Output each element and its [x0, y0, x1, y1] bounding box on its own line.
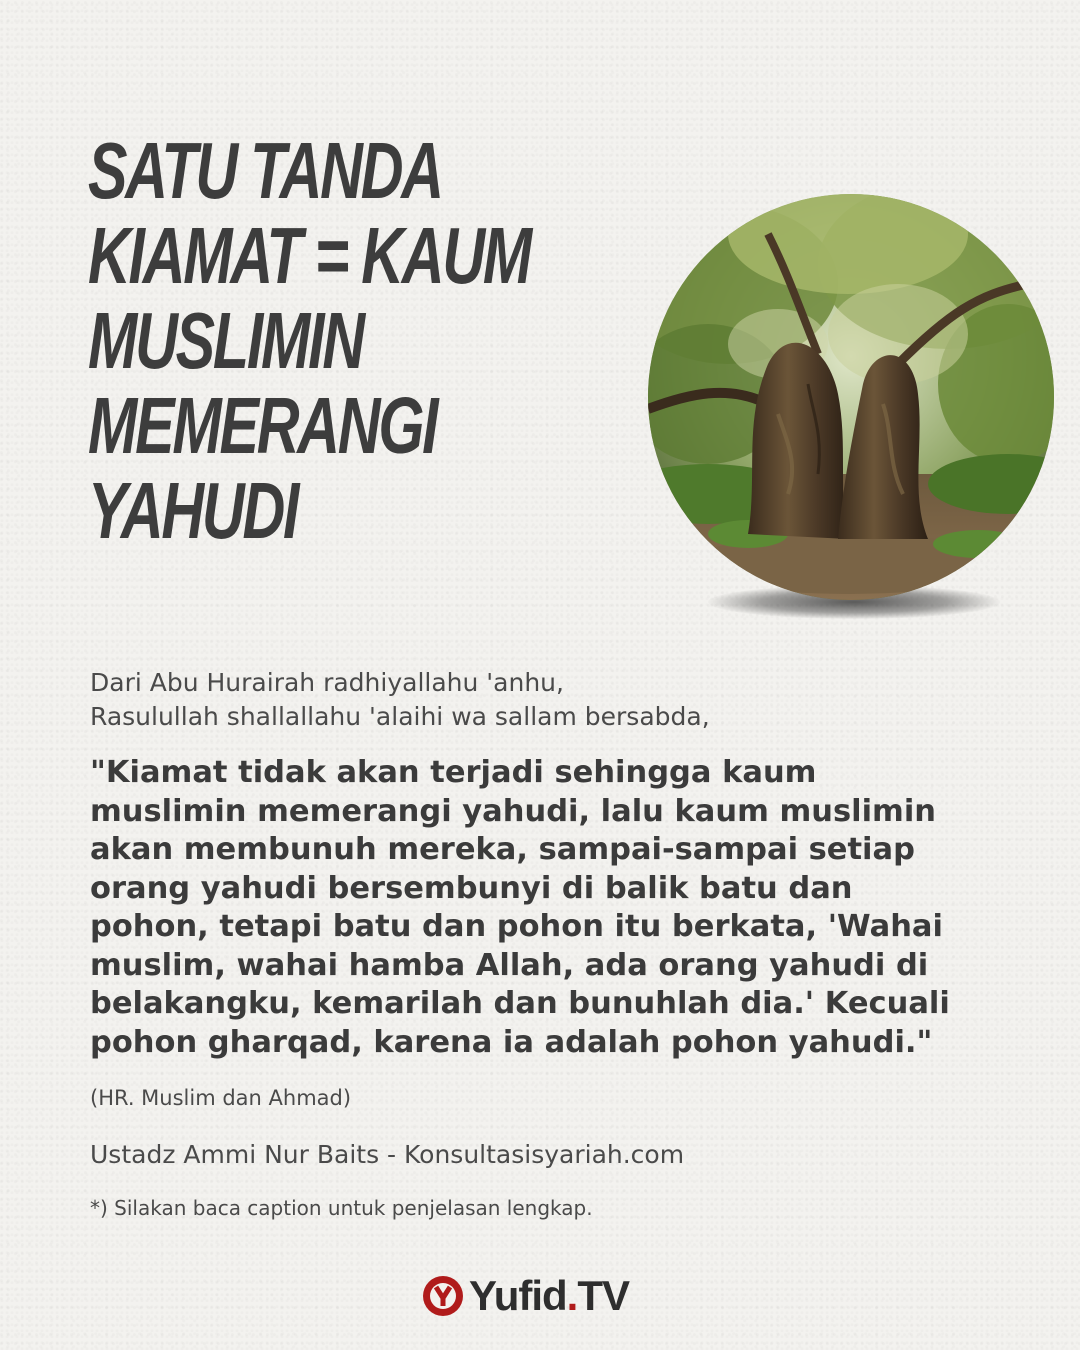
quote-line: akan membunuh mereka, sampai-sampai setiap: [90, 832, 915, 867]
quote-line: "Kiamat tidak akan terjadi sehingga kaum: [90, 755, 817, 790]
quote-line: orang yahudi bersembunyi di balik batu dan: [90, 870, 853, 906]
quote-line: muslimin memerangi yahudi, lalu kaum muslimin: [90, 793, 936, 829]
caption-note: *) Silakan baca caption untuk penjelasan lengkap.: [90, 1196, 593, 1220]
hadith-source: (HR. Muslim dan Ahmad): [90, 1086, 352, 1110]
olive-tree-image: [648, 194, 1054, 600]
quote-line: pohon gharqad, karena ia adalah pohon yahudi.": [90, 1024, 933, 1060]
title-line: MEMERANGI: [88, 381, 437, 470]
yufid-logo-icon: [421, 1274, 465, 1318]
logo-name: Yufid: [469, 1272, 567, 1319]
intro-line: Rasulullah shallallahu 'alaihi wa sallam bersabda,: [90, 702, 710, 731]
olive-tree-photo: [648, 194, 1054, 600]
title-line: KIAMAT = KAUM: [88, 211, 530, 300]
page-title: [88, 126, 530, 555]
quote-line: pohon, tetapi batu dan pohon itu berkata, 'Wahai: [90, 909, 943, 944]
title-line: SATU TANDA: [88, 126, 442, 215]
intro-line: Dari Abu Hurairah radhiyallahu 'anhu,: [90, 668, 564, 697]
author-credit: Ustadz Ammi Nur Baits - Konsultasisyariah.com: [90, 1140, 685, 1169]
title-line: YAHUDI: [88, 466, 298, 555]
title-line: MUSLIMIN: [88, 296, 363, 385]
quote-line: muslim, wahai hamba Allah, ada orang yahudi di: [90, 947, 929, 983]
narration-intro: [90, 666, 710, 734]
logo-dot: .: [566, 1272, 578, 1319]
hadith-quote: [90, 754, 1020, 1062]
logo-suffix: TV: [577, 1272, 630, 1319]
quote-line: belakangku, kemarilah dan bunuhlah dia.' Kecuali: [90, 986, 950, 1021]
yufid-tv-logo: [421, 1270, 629, 1322]
logo-wordmark: [469, 1272, 629, 1320]
